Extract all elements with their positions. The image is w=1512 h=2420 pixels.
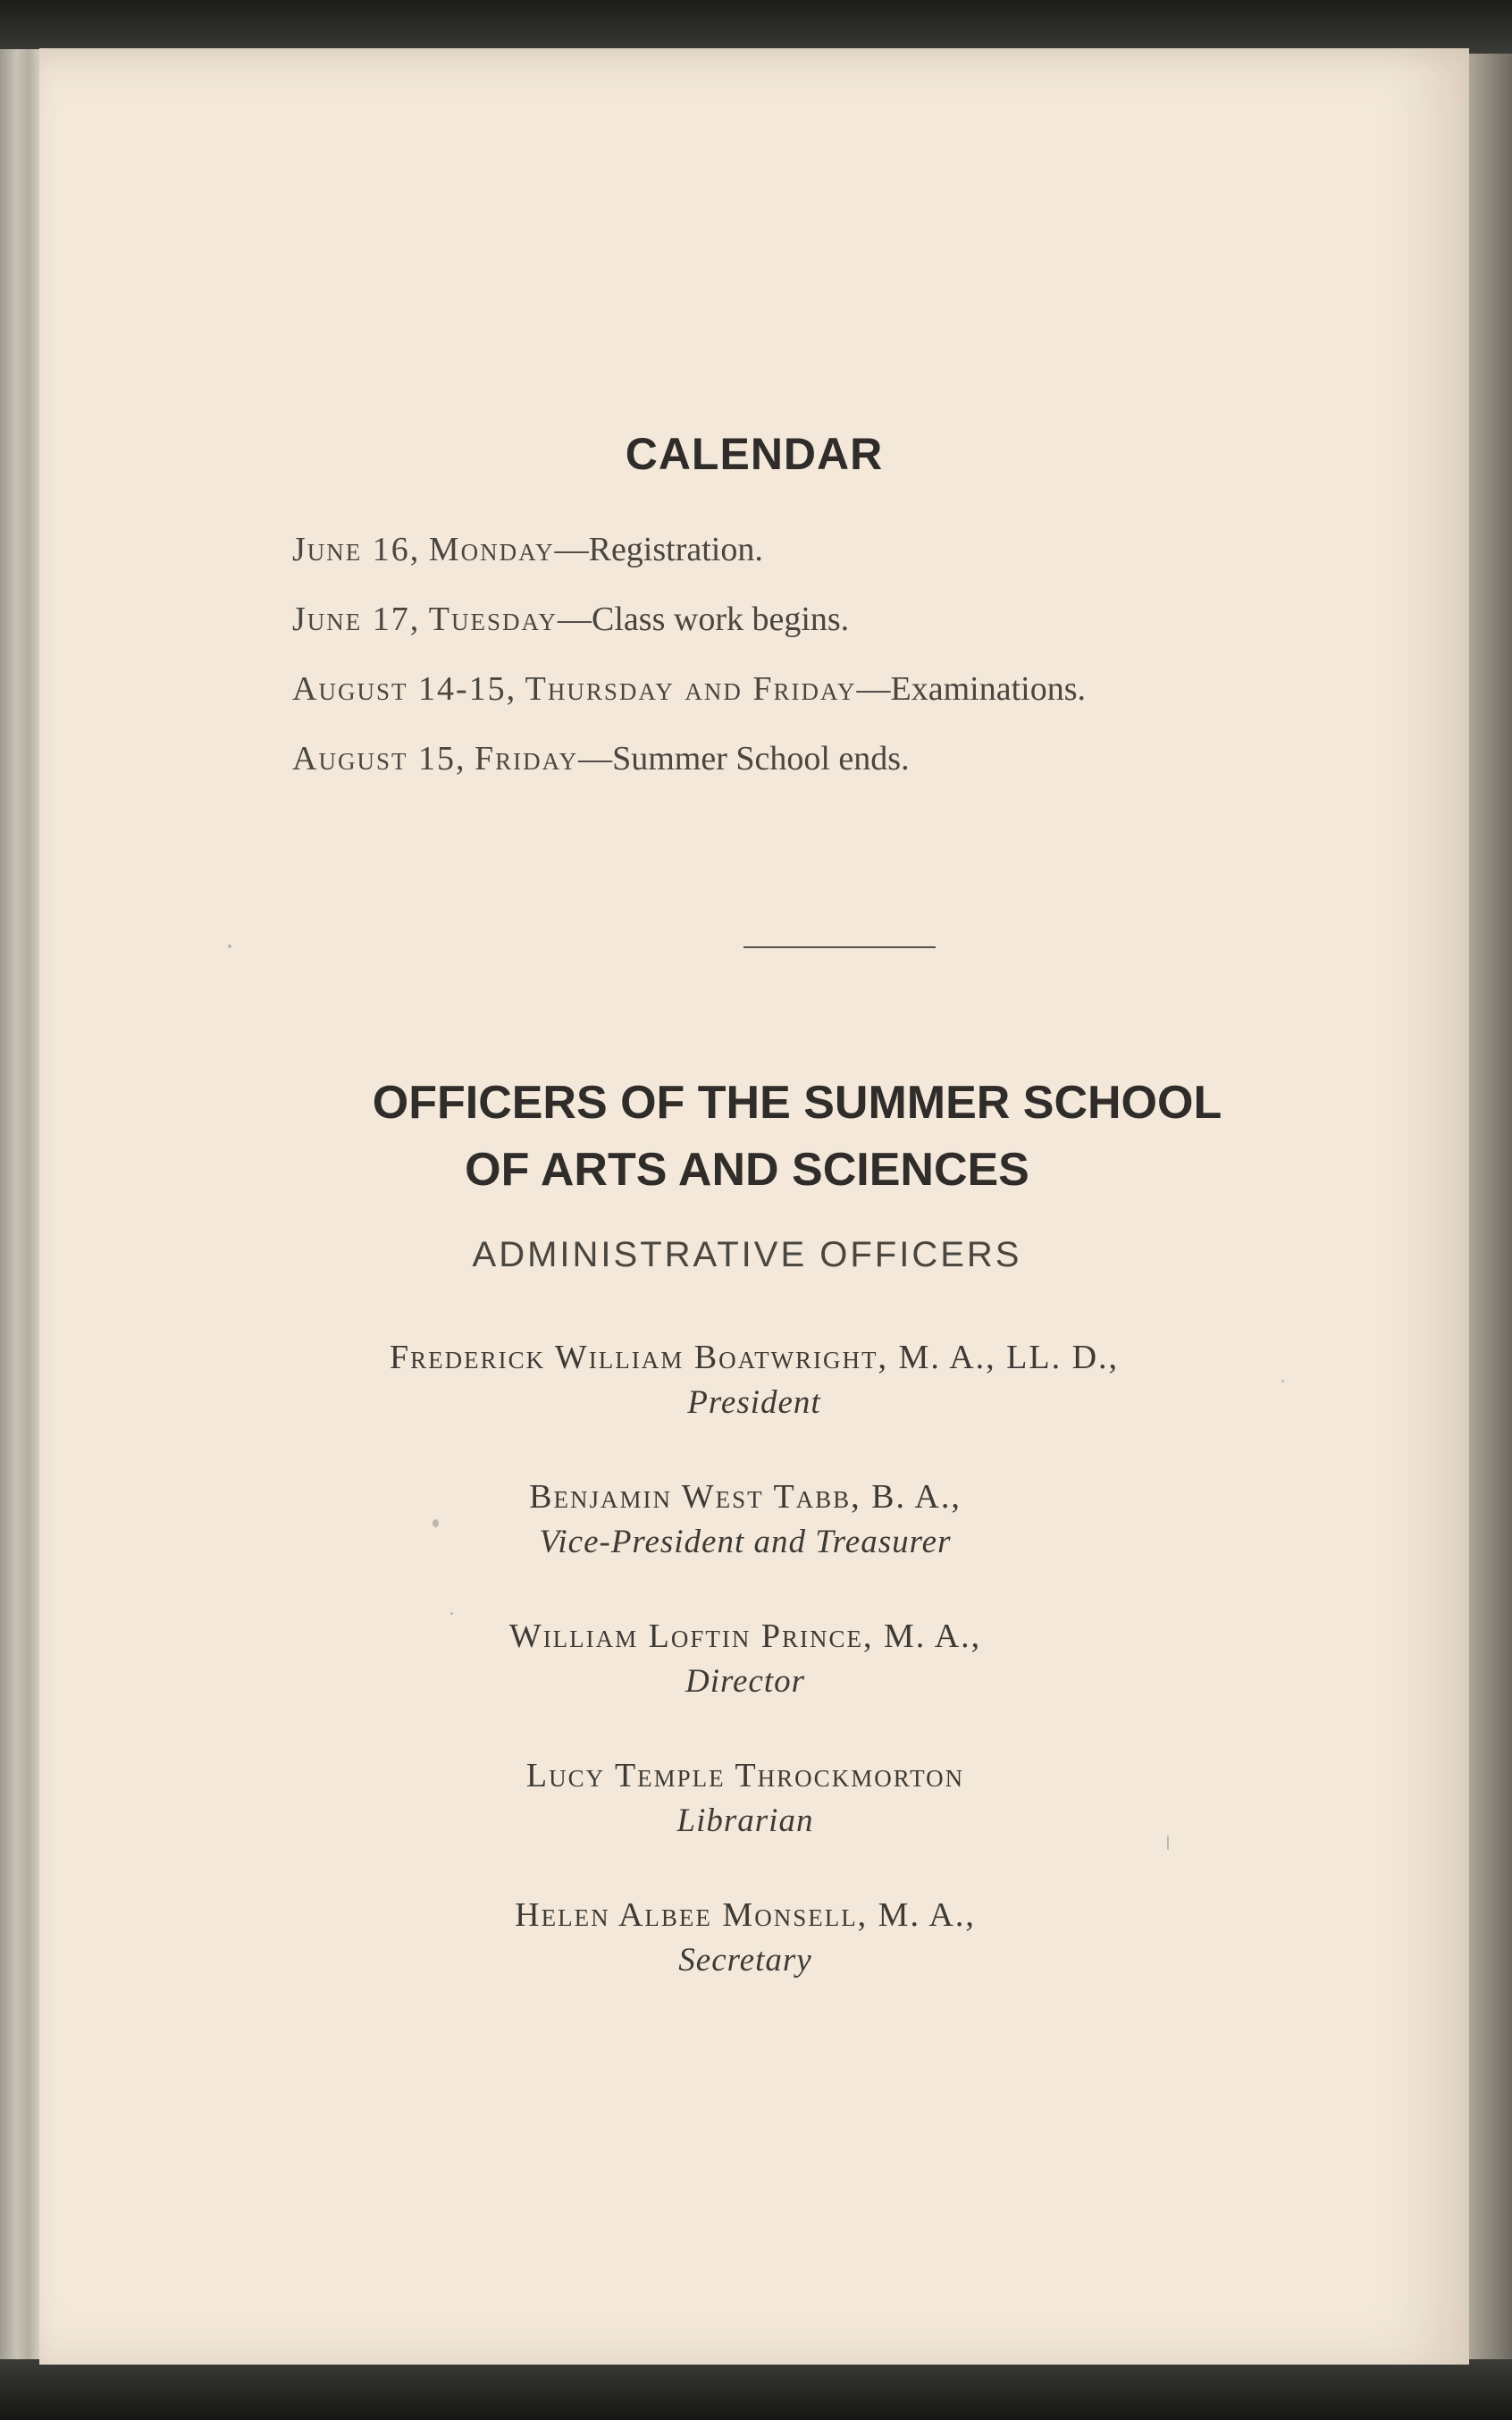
left-page-edges bbox=[0, 49, 41, 2364]
officer-name: Helen Albee Monsell, M. A., bbox=[515, 1896, 976, 1934]
book-page bbox=[39, 48, 1469, 2365]
calendar-entry-event: —Class work begins. bbox=[558, 601, 850, 638]
calendar-entry-date: June 16, bbox=[292, 531, 421, 568]
calendar-entry-day: Friday bbox=[474, 740, 579, 777]
officers-title-line-1: OFFICERS OF THE SUMMER SCHOOL bbox=[372, 1077, 1222, 1129]
book-cover-top-edge bbox=[0, 0, 1512, 54]
calendar-entry-event: —Registration. bbox=[554, 531, 763, 568]
officer-entry bbox=[30, 1893, 1460, 1984]
calendar-title: CALENDAR bbox=[625, 429, 884, 479]
administrative-officers-heading: ADMINISTRATIVE OFFICERS bbox=[472, 1235, 1022, 1274]
officer-role: Secretary bbox=[678, 1942, 812, 1979]
officer-entry bbox=[39, 1335, 1469, 1426]
officer-entry bbox=[30, 1475, 1460, 1566]
paper-speck bbox=[1167, 1836, 1169, 1850]
officers-title-line-2: OF ARTS AND SCIENCES bbox=[465, 1144, 1029, 1196]
officer-role: Director bbox=[685, 1663, 806, 1700]
calendar-entry-day: Tuesday bbox=[428, 601, 559, 638]
officer-name: William Loftin Prince, M. A., bbox=[508, 1618, 982, 1655]
paper-speck bbox=[228, 945, 231, 948]
officer-role: Librarian bbox=[676, 1802, 814, 1839]
officer-name: Frederick William Boatwright, M. A., LL. D., bbox=[389, 1339, 1120, 1376]
officer-entry bbox=[30, 1753, 1460, 1844]
calendar-entry bbox=[292, 731, 1365, 801]
paper-speck bbox=[450, 1612, 453, 1615]
calendar-entry-day: Monday bbox=[428, 531, 555, 568]
book-cover-bottom-edge bbox=[0, 2359, 1512, 2420]
paper-speck bbox=[1281, 1380, 1284, 1382]
section-divider bbox=[743, 946, 936, 948]
calendar-entry-event: —Examinations. bbox=[856, 670, 1086, 708]
calendar-list bbox=[292, 522, 1365, 801]
calendar-entry-date: August 14-15, bbox=[292, 670, 517, 708]
calendar-entry-event: —Summer School ends. bbox=[578, 740, 910, 777]
calendar-entry bbox=[292, 661, 1365, 731]
calendar-entry-date: August 15, bbox=[292, 740, 466, 777]
calendar-entry bbox=[292, 592, 1365, 661]
officer-role: Vice-President and Treasurer bbox=[539, 1524, 952, 1560]
officer-name: Benjamin West Tabb, B. A., bbox=[529, 1478, 962, 1516]
calendar-entry bbox=[292, 522, 1365, 592]
officer-name: Lucy Temple Throckmorton bbox=[525, 1757, 965, 1794]
paper-speck bbox=[433, 1519, 439, 1527]
officer-entry bbox=[30, 1614, 1460, 1705]
calendar-entry-day: Thursday and Friday bbox=[525, 670, 857, 708]
officer-role: President bbox=[687, 1384, 821, 1421]
calendar-entry-date: June 17, bbox=[292, 601, 421, 638]
